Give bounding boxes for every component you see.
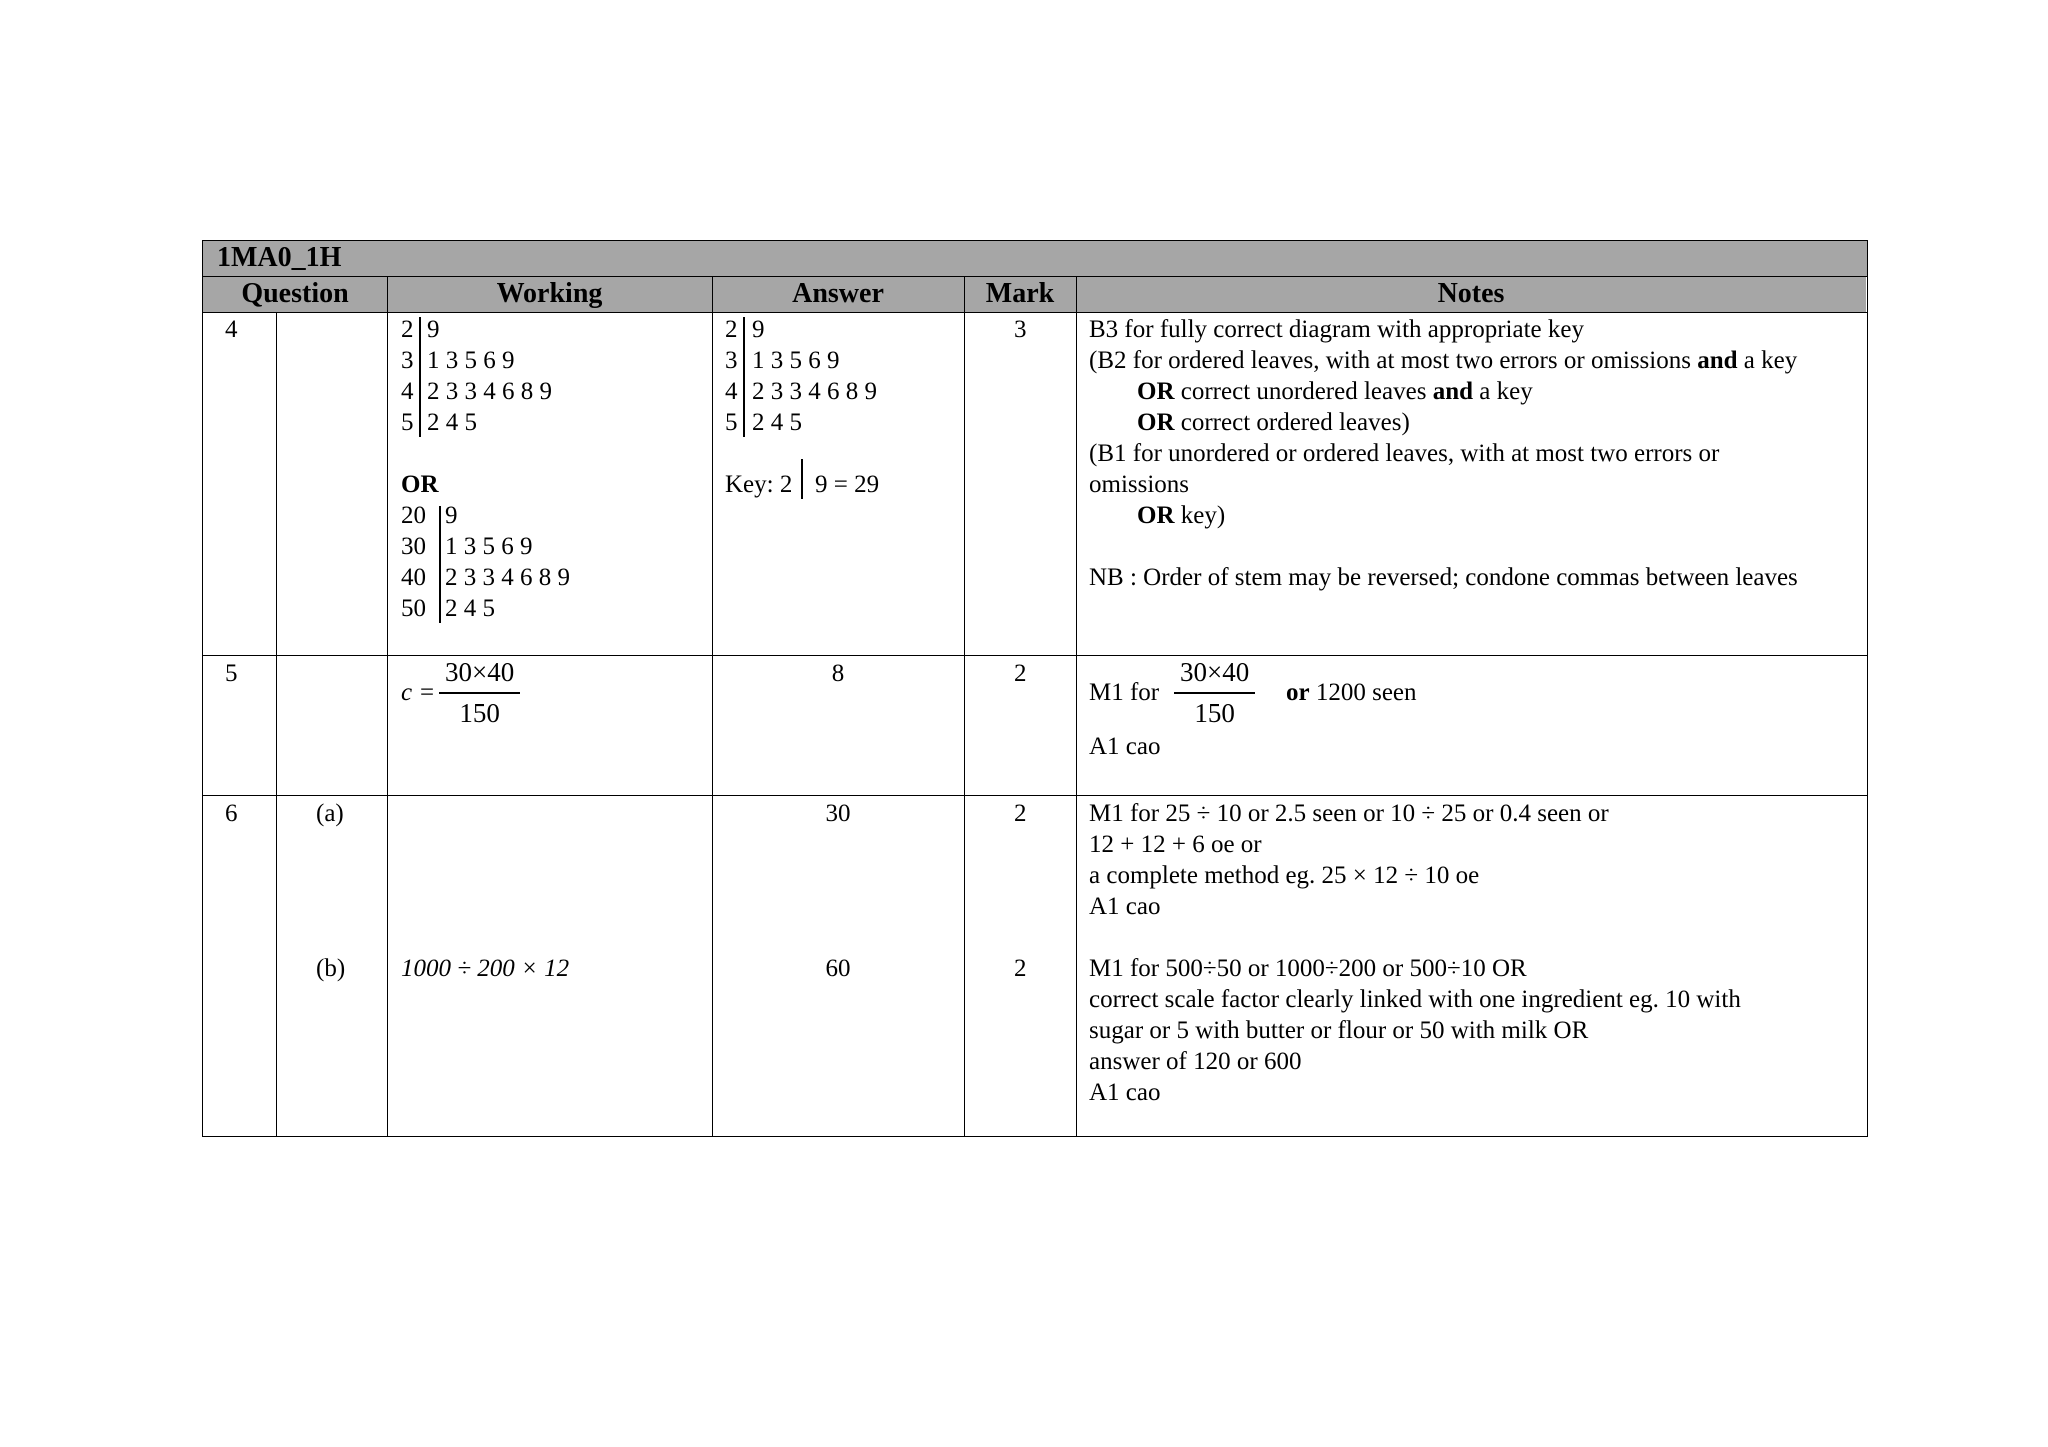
q4-note-line: B3 for fully correct diagram with appropriate key (1089, 316, 1584, 343)
stem-leaf-divider (419, 317, 421, 437)
q6b-note-line: answer of 120 or 600 (1089, 1048, 1302, 1075)
leaves: 1 3 5 6 9 (445, 533, 533, 560)
q6b-note-line: correct scale factor clearly linked with one ingredient eg. 10 with (1089, 986, 1741, 1013)
q6a-note-line: M1 for 25 ÷ 10 or 2.5 seen or 10 ÷ 25 or 0.4 seen or (1089, 800, 1609, 827)
mark-scheme-table (202, 240, 1868, 1137)
q4-note-line: OR correct unordered leaves and a key (1137, 378, 1533, 405)
key-divider (801, 459, 803, 499)
header-notes: Notes (1076, 277, 1866, 312)
q6a-note-line: A1 cao (1089, 893, 1161, 920)
stem: 4 (401, 378, 414, 405)
q6b-part: (b) (316, 955, 346, 982)
q4-answer-key-value: 9 = 29 (815, 471, 880, 498)
q6b-note-line: A1 cao (1089, 1079, 1161, 1106)
header-question: Question (203, 277, 387, 312)
leaves: 9 (445, 502, 458, 529)
q6a-part: (a) (316, 800, 344, 827)
q6-number: 6 (225, 800, 238, 827)
q4-note-line: OR correct ordered leaves) (1137, 409, 1410, 436)
q4-working-or: OR (401, 471, 439, 498)
leaves: 9 (752, 316, 765, 343)
col-divider-part (276, 312, 277, 1136)
header-working: Working (387, 277, 712, 312)
stem: 5 (401, 409, 414, 436)
leaves: 2 4 5 (427, 409, 477, 436)
q5-number: 5 (225, 660, 238, 687)
leaves: 9 (427, 316, 440, 343)
q4-number: 4 (225, 316, 238, 343)
q4-note-line: (B1 for unordered or ordered leaves, with at most two errors or (1089, 440, 1720, 467)
col-divider-answer (964, 277, 965, 1136)
numerator: 30×40 (445, 657, 515, 687)
row-divider-4-5 (203, 655, 1867, 656)
leaves: 2 4 5 (445, 595, 495, 622)
col-divider-mark (1076, 277, 1077, 1136)
denominator: 150 (439, 692, 520, 729)
q5-working-variable: c = (401, 679, 436, 706)
q6a-note-line: a complete method eg. 25 × 12 ÷ 10 oe (1089, 862, 1480, 889)
leaves: 1 3 5 6 9 (752, 347, 840, 374)
q4-mark: 3 (1014, 316, 1027, 343)
leaves: 2 3 3 4 6 8 9 (427, 378, 552, 405)
stem: 3 (725, 347, 738, 374)
q5-note-a1: A1 cao (1089, 733, 1161, 760)
q6a-answer: 30 (825, 800, 851, 827)
q6a-note-line: 12 + 12 + 6 oe or (1089, 831, 1262, 858)
header-answer: Answer (712, 277, 964, 312)
stem: 20 (401, 502, 426, 529)
q4-note-line: omissions (1089, 471, 1190, 498)
stem: 5 (725, 409, 738, 436)
stem-leaf-divider (743, 317, 745, 437)
numerator: 30×40 (1180, 657, 1250, 687)
q5-note-alt: or 1200 seen (1286, 679, 1417, 706)
q5-working-fraction (439, 657, 520, 729)
q6b-working: 1000 ÷ 200 × 12 (401, 955, 570, 982)
q6b-answer: 60 (825, 955, 851, 982)
q6b-mark: 2 (1014, 955, 1027, 982)
leaves: 2 3 3 4 6 8 9 (752, 378, 877, 405)
q4-note-line: OR key) (1137, 502, 1226, 529)
q6b-note-line: M1 for 500÷50 or 1000÷200 or 500÷10 OR (1089, 955, 1527, 982)
col-divider-question (387, 277, 388, 1136)
q4-note-line: (B2 for ordered leaves, with at most two errors or omissions and a key (1089, 347, 1798, 374)
stem: 40 (401, 564, 426, 591)
stem: 50 (401, 595, 426, 622)
stem-leaf-divider (439, 506, 441, 623)
leaves: 2 3 3 4 6 8 9 (445, 564, 570, 591)
q6b-note-line: sugar or 5 with butter or flour or 50 with milk OR (1089, 1017, 1589, 1044)
q5-note-m1: M1 for (1089, 679, 1160, 706)
q5-answer: 8 (831, 660, 845, 687)
denominator: 150 (1174, 692, 1255, 729)
header-mark: Mark (964, 277, 1076, 312)
col-divider-working (712, 277, 713, 1136)
q5-note-fraction (1174, 657, 1255, 729)
stem: 2 (401, 316, 414, 343)
stem: 2 (725, 316, 738, 343)
leaves: 2 4 5 (752, 409, 802, 436)
row-divider-5-6 (203, 795, 1867, 796)
q4-note-line: NB : Order of stem may be reversed; condone commas between leaves (1089, 564, 1798, 591)
q6a-mark: 2 (1014, 800, 1027, 827)
stem: 3 (401, 347, 414, 374)
q4-answer-key-label: Key: 2 (725, 471, 793, 498)
stem: 30 (401, 533, 426, 560)
paper-code: 1MA0_1H (217, 242, 342, 273)
leaves: 1 3 5 6 9 (427, 347, 515, 374)
paper-code-row (203, 241, 1867, 277)
q5-mark: 2 (1014, 660, 1027, 687)
stem: 4 (725, 378, 738, 405)
header-divider (203, 312, 1867, 313)
